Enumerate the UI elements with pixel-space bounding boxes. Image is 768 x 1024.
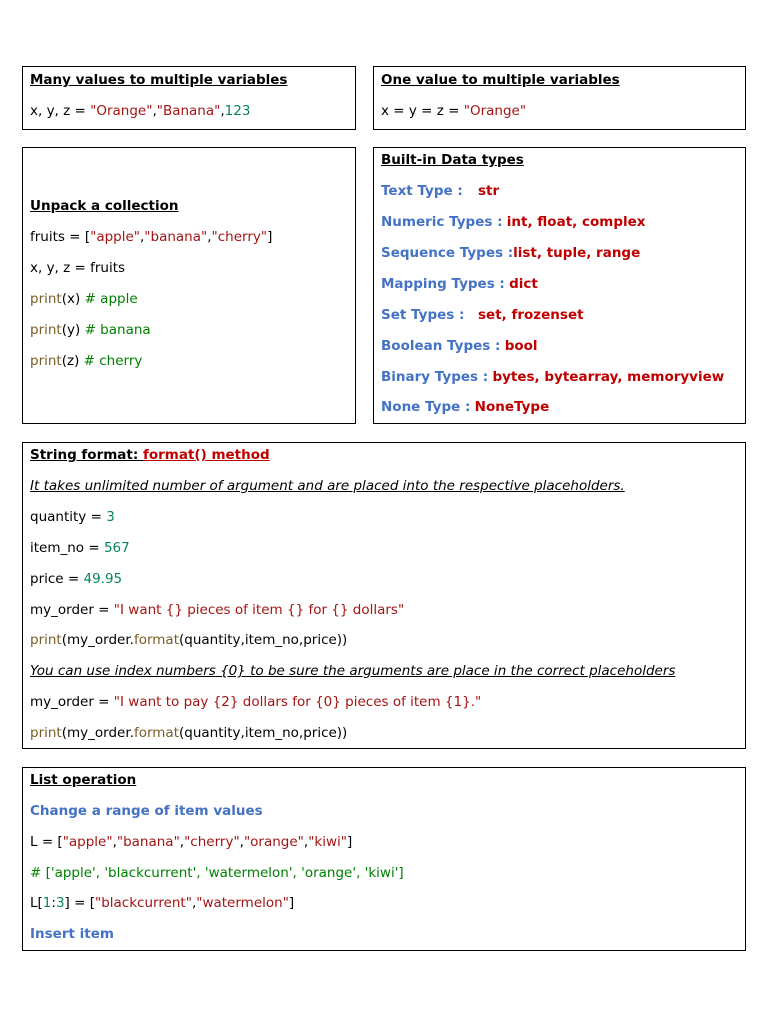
box-one-value: [373, 66, 746, 130]
code-line: [30, 321, 151, 339]
code-text: (y): [61, 322, 85, 338]
code-text: (my_order.: [61, 725, 134, 741]
code-string: "blackcurrent": [94, 895, 192, 911]
type-value: int, float, complex: [506, 214, 646, 230]
code-line: [30, 894, 294, 912]
code-text: (quantity,item_no,price)): [179, 632, 348, 648]
title-text: String format:: [30, 447, 143, 463]
box-unpack: [22, 147, 356, 424]
subheading: Change a range of item values: [30, 803, 263, 819]
box-data-types: [373, 147, 746, 424]
code-line: [30, 228, 272, 246]
type-row-mapping: [381, 275, 538, 293]
code-text: (quantity,item_no,price)): [179, 725, 348, 741]
type-row-none: [381, 398, 549, 416]
code-number: 49.95: [83, 571, 123, 587]
code-text: ,: [152, 103, 157, 119]
type-row-boolean: [381, 337, 538, 355]
box-many-values: [22, 66, 356, 130]
code-line: [30, 833, 352, 851]
type-row-binary: [381, 368, 724, 386]
code-string: "cherry": [211, 229, 268, 245]
title-method: format() method: [142, 447, 270, 463]
box-many-values-title: Many values to multiple variables: [30, 72, 288, 88]
code-line: [30, 601, 404, 619]
type-label: Boolean Types :: [381, 338, 501, 354]
box-string-format: [22, 442, 746, 749]
code-string: "apple": [62, 834, 113, 850]
box-list-operation-title: List operation: [30, 772, 137, 788]
type-value: NoneType: [474, 399, 550, 415]
type-row-set: [381, 306, 584, 324]
box-string-format-title: [30, 446, 270, 464]
code-text: (my_order.: [61, 632, 134, 648]
type-row-text: [381, 182, 499, 200]
code-line: [30, 631, 347, 649]
code-number: 3: [106, 509, 115, 525]
code-text: item_no =: [30, 540, 104, 556]
code-text: ]: [346, 834, 353, 850]
code-comment: # ['apple', 'blackcurrent', 'watermelon', 'orange', 'kiwi']: [30, 865, 404, 881]
code-string: "orange": [243, 834, 304, 850]
type-label: Sequence Types :: [381, 245, 514, 261]
description: You can use index numbers {0} to be sure the arguments are place in the correct placeholders: [30, 663, 676, 679]
code-line: [30, 570, 122, 588]
box-list-operation: [22, 767, 746, 951]
code-text: L = [: [30, 834, 63, 850]
code-text: L[: [30, 895, 43, 911]
code-function: print: [30, 353, 62, 369]
box-data-types-title: Built-in Data types: [381, 152, 524, 168]
code-text: ,: [179, 834, 185, 850]
code-many-values: [30, 102, 250, 120]
box-unpack-title: Unpack a collection: [30, 198, 179, 214]
type-label: Set Types :: [381, 307, 465, 323]
subheading: Insert item: [30, 926, 114, 942]
code-string: "cherry": [184, 834, 240, 850]
code-text: ,: [303, 834, 309, 850]
code-string: "kiwi": [308, 834, 347, 850]
code-text: ,: [140, 229, 145, 245]
code-text: :: [51, 895, 56, 911]
code-string: "Orange": [90, 103, 153, 119]
type-row-sequence: [381, 244, 640, 262]
code-number: 123: [224, 103, 251, 119]
code-line: [30, 724, 347, 742]
code-line: [30, 539, 130, 557]
code-function: print: [30, 632, 62, 648]
type-value: list, tuple, range: [513, 245, 641, 261]
type-label: Text Type :: [381, 183, 463, 199]
code-text: fruits = [: [30, 229, 91, 245]
type-value: set, frozenset: [478, 307, 584, 323]
type-label: Numeric Types :: [381, 214, 503, 230]
code-text: quantity =: [30, 509, 107, 525]
type-value: bytes, bytearray, memoryview: [492, 369, 725, 385]
code-line: [30, 693, 481, 711]
code-text: (z): [61, 353, 84, 369]
code-text: x, y, z =: [30, 103, 91, 119]
type-label: Mapping Types :: [381, 276, 505, 292]
type-label: Binary Types :: [381, 369, 489, 385]
code-comment: # apple: [84, 291, 138, 307]
code-string: "banana": [144, 229, 208, 245]
code-line: x, y, z = fruits: [30, 260, 126, 276]
code-text: (x): [61, 291, 85, 307]
code-text: ,: [239, 834, 244, 850]
type-value: dict: [509, 276, 538, 292]
code-text: price =: [30, 571, 84, 587]
type-label: None Type :: [381, 399, 471, 415]
code-text: ]: [288, 895, 295, 911]
description: It takes unlimited number of argument and are placed into the respective placeholders.: [30, 478, 625, 494]
box-one-value-title: One value to multiple variables: [381, 72, 620, 88]
code-string: "Banana": [156, 103, 221, 119]
code-text: ] = [: [64, 895, 95, 911]
code-one-value: [381, 102, 526, 120]
code-function: print: [30, 291, 62, 307]
code-line: [30, 352, 142, 370]
code-text: ,: [207, 229, 212, 245]
code-text: ,: [191, 895, 197, 911]
code-string: "I want {} pieces of item {} for {} dollars": [113, 602, 405, 618]
code-string: "watermelon": [196, 895, 289, 911]
code-line: [30, 508, 115, 526]
code-function: format: [133, 725, 179, 741]
code-function: print: [30, 322, 62, 338]
code-text: ,: [220, 103, 225, 119]
code-comment: # cherry: [83, 353, 143, 369]
type-value: bool: [504, 338, 538, 354]
code-text: ,: [112, 834, 117, 850]
code-text: x = y = z =: [381, 103, 464, 119]
code-string: "apple": [90, 229, 140, 245]
code-number: 567: [103, 540, 130, 556]
code-line: [30, 290, 138, 308]
code-string: "Orange": [463, 103, 527, 119]
type-value: str: [478, 183, 500, 199]
code-string: "I want to pay {2} dollars for {0} pieces of item {1}.": [113, 694, 482, 710]
code-comment: # banana: [84, 322, 151, 338]
code-number: 1: [42, 895, 52, 911]
code-text: ]: [267, 229, 273, 245]
code-number: 3: [55, 895, 65, 911]
code-text: my_order =: [30, 694, 114, 710]
code-function: format: [133, 632, 179, 648]
code-string: "banana": [116, 834, 180, 850]
type-row-numeric: [381, 213, 645, 231]
code-function: print: [30, 725, 62, 741]
code-text: my_order =: [30, 602, 114, 618]
